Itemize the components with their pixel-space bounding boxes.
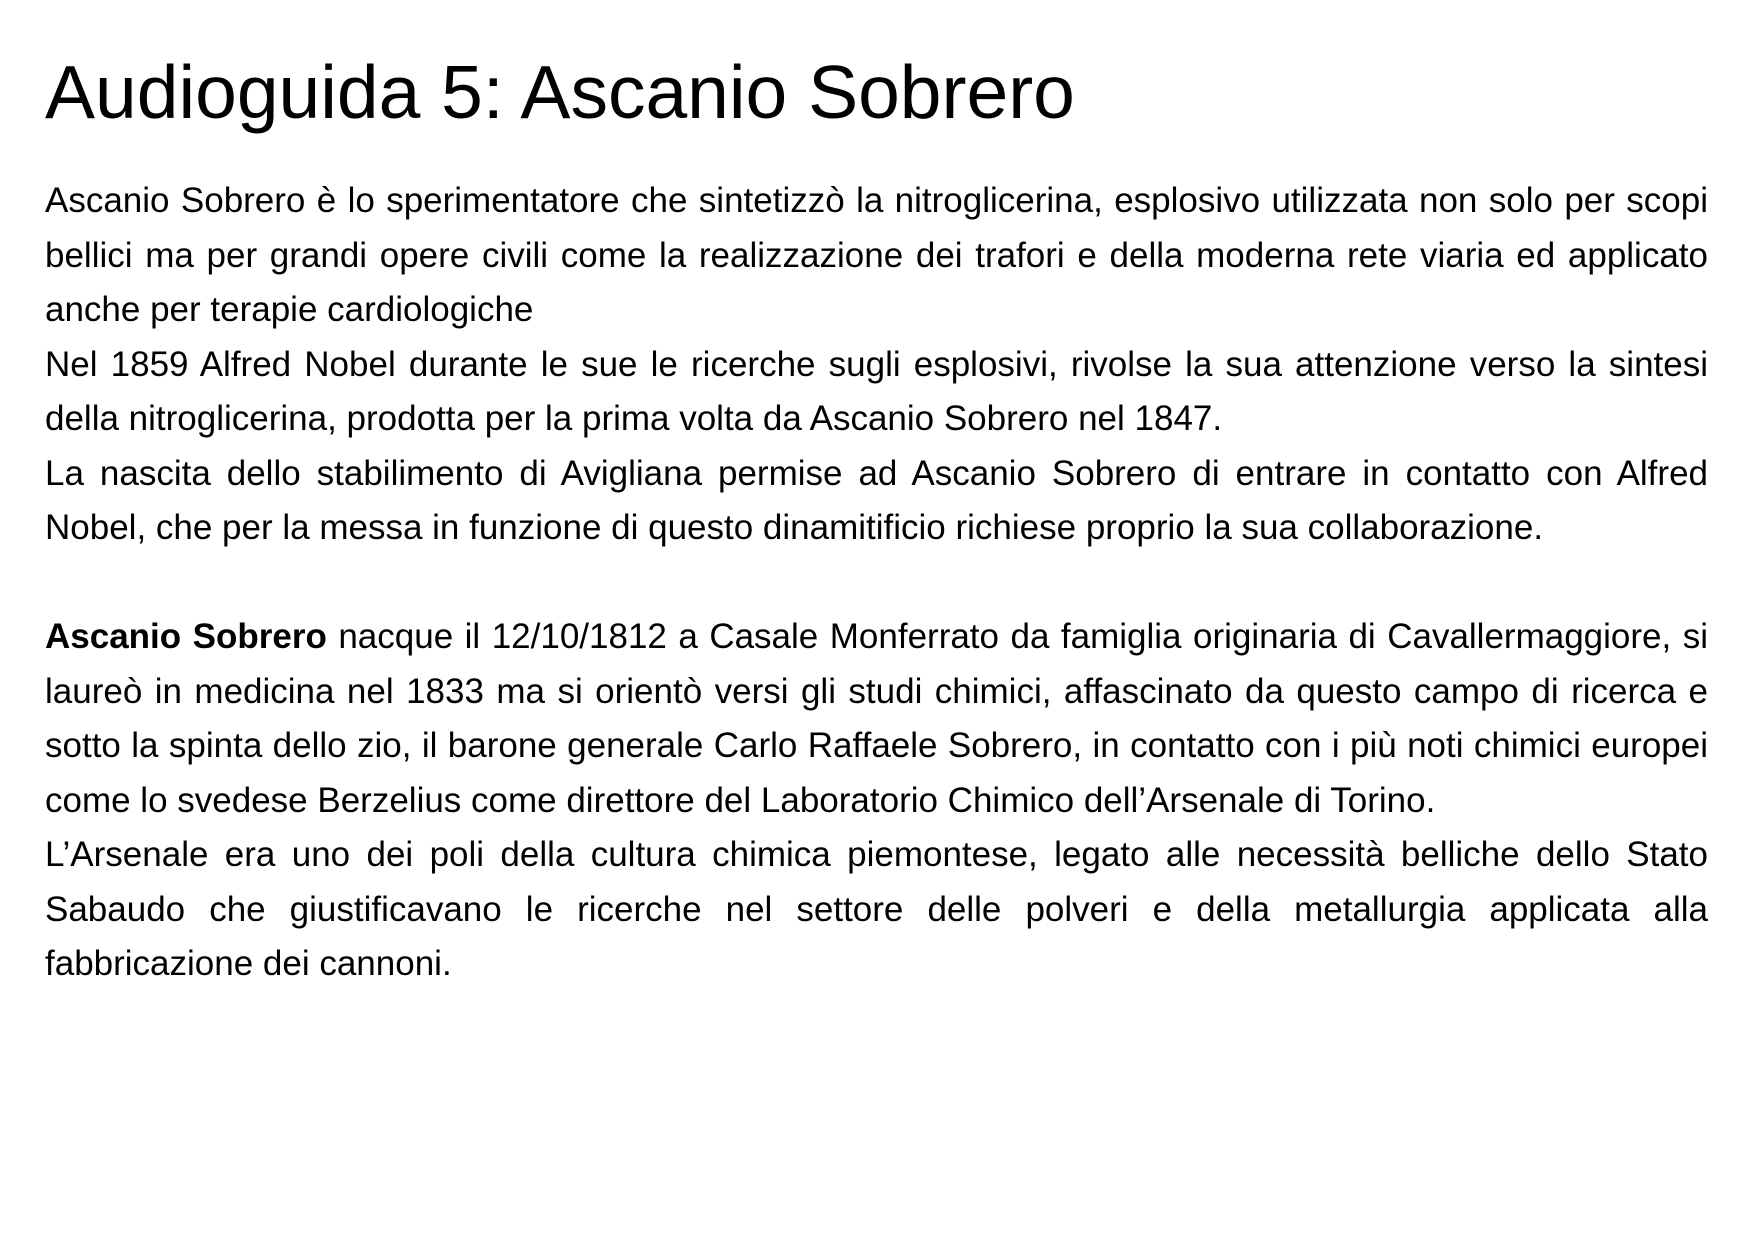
- paragraph-biography: [45, 610, 1708, 828]
- paragraph-spacer: [45, 556, 1708, 611]
- biography-name-bold: Ascanio Sobrero: [45, 617, 327, 656]
- document-page: [45, 44, 1708, 992]
- paragraph-intro: Ascanio Sobrero è lo sperimentatore che sintetizzò la nitroglicerina, esplosivo utilizzata non solo per scopi bellici ma per grandi opere civili come la realizzazione dei trafori e della moderna rete viaria ed applicato anche per terapie cardiologiche: [45, 181, 1708, 329]
- paragraph-avigliana: La nascita dello stabilimento di Avigliana permise ad Ascanio Sobrero di entrare in contatto con Alfred Nobel, che per la messa in funzione di questo dinamitificio richiese proprio la sua collaborazione.: [45, 453, 1708, 547]
- paragraph-arsenale: L’Arsenale era uno dei poli della cultura chimica piemontese, legato alle necessità belliche dello Stato Sabaudo che giustificavano le ricerche nel settore delle polveri e della metallurgia applicata alla fabbricazione dei cannoni.: [45, 835, 1708, 983]
- page-title: Audioguida 5: Ascanio Sobrero: [45, 50, 1075, 134]
- paragraph-nobel-1859: Nel 1859 Alfred Nobel durante le sue le ricerche sugli esplosivi, rivolse la sua attenzione verso la sintesi della nitroglicerina, prodotta per la prima volta da Ascanio Sobrero nel 1847.: [45, 344, 1708, 438]
- biography-text: nacque il 12/10/1812 a Casale Monferrato da famiglia originaria di Cavallermaggiore, si laureò in medicina nel 1833 ma si orientò versi gli studi chimici, affascinato da questo campo di ricerca e sotto la spinta dello zio, il barone generale Carlo Raffaele Sobrero, in contatto con i più noti chimici europei come lo svedese Berzelius come direttore del Laboratorio Chimico dell’Arsenale di Torino.: [45, 617, 1708, 820]
